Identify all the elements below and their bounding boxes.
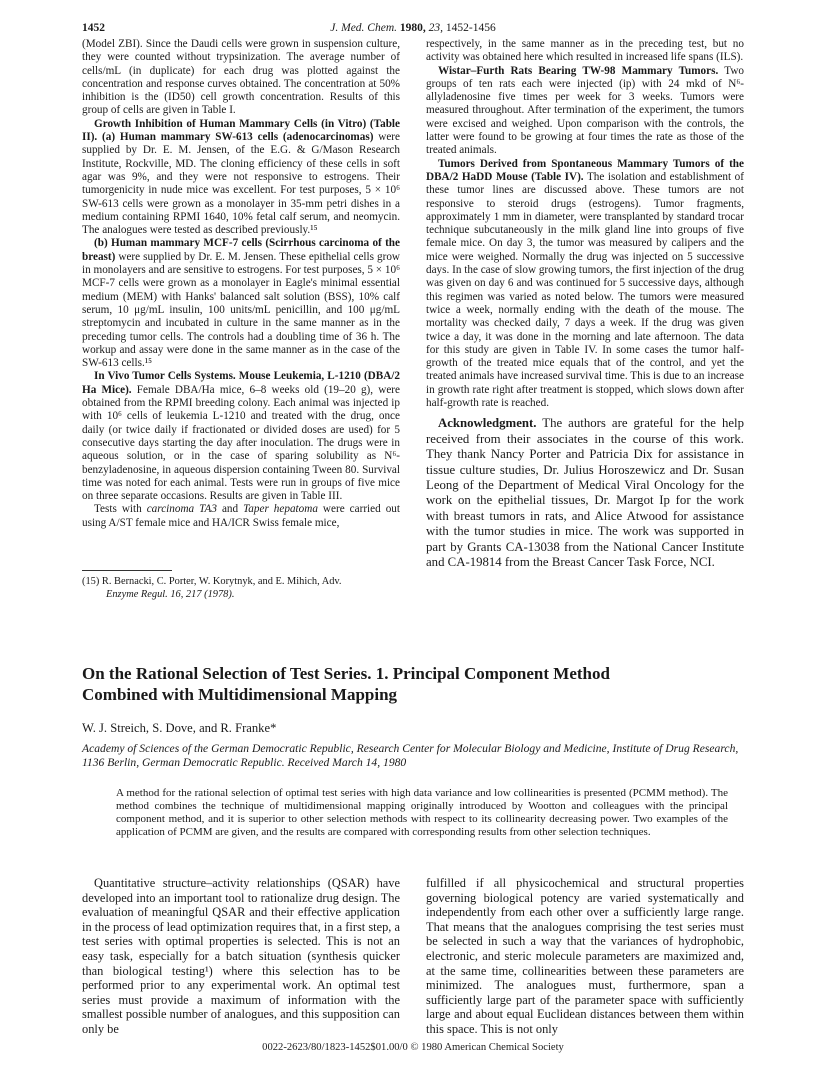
page-footer: 0022-2623/80/1823-1452$01.00/0 © 1980 American Chemical Society [262,1042,564,1053]
footnote-line: Enzyme Regul. 16, 217 (1978). [106,588,235,600]
page-number: 1452 [82,22,105,34]
acknowledgment-text: The authors are grateful for the help received from their associates in the course of this work. They thank Nancy Porter and Patricia Dix for assistance in tissue culture studies, Dr. Julius Horoszewicz and Dr. Susan Leong of the Department of Medical Viral Oncology for the work on the epithelial tissues, Dr. Margot Ip for the work with breast tumors in rats, and Alice Atwood for assistance with the tumor studies in mice. The work was supported in part by Grants CA-13038 from the National Cancer Institute and CA-19814 from the Breast Cancer Task Force, NCI. [426,416,744,569]
paragraph [82,38,400,118]
journal-name: J. Med. Chem. [330,22,398,34]
right-column [426,38,744,570]
run-in-heading: In Vivo Tumor Cells Systems. Mouse Leukemia, L-1210 (DBA/2 Ha Mice). [82,370,400,396]
article-affiliation: Academy of Sciences of the German Democratic Republic, Research Center for Molecular Biology and Medicine, Institute of Drug Research, 1136 Berlin, German Democratic Republic. Received March 14, 1980 [82,742,739,769]
paragraph [426,38,744,65]
paragraph-text: were supplied by Dr. E. M. Jensen, of the E.G. & G/Mason Research Institute, Rockville, MD. The cloning efficiency of these cells in soft agar was 9%, and they were not responsive to estrogens. Their tumorgenicity in nude mice was excellent. For test purposes, 5 × 10⁶ SW-613 cells were grown as a monolayer in 35-mm petri dishes in a medium containing RPMI 1640, 10% fetal calf serum, and neomycin. The analogues were tested as described previously.¹⁵ [82,131,400,237]
paragraph [82,503,400,530]
run-in-heading: Wistar–Furth Rats Bearing TW-98 Mammary Tumors. [438,64,719,77]
paragraph-text: and [216,503,244,516]
paragraph-text: were supplied by Dr. E. M. Jensen. These epithelial cells grow in monolayers and are sensitive to estrogens. For test purposes, 5 × 10⁶ MCF-7 cells were grown as a monolayer in Eagle's minimal essential medium (MEM) with Hanks' balanced salt solution (BSS), 10% calf serum, 10 μg/mL insulin, 100 units/mL penicillin, and 100 μg/mL streptomycin and incubated in culture in the same manner as in the preceding tumor cells. The controls had a doubling time of 36 h. The workup and assay were done in the same manner as in the case of the SW-613 cells.¹⁵ [82,250,400,370]
article-title [82,663,762,705]
acknowledgment-heading: Acknowledgment. [438,416,537,431]
footnote-divider [82,570,172,571]
paragraph-text: Female DBA/Ha mice, 6–8 weeks old (19–20 g), were obtained from the RPMI breeding colony. Each animal was injected ip with 10⁶ cells of leukemia L-1210 and treated with the drug, once daily (or twice daily if fractionated or divided doses are used) for 5 consecutive days starting the day after inoculation. The drugs were in aqueous solution, or in the case of sparing solubility as N⁶-benzyladenosine, in aqueous dispersion containing Tween 80. Survival time was noted for each animal. Tests were run in groups of five mice on three separate occasions. Results are given in Table III. [82,383,400,503]
article-abstract: A method for the rational selection of optimal test series with high data variance and low collinearities is presented (PCMM method). The method combines the technique of multidimensional mapping originally introduced by Wootton and colleagues with the principal component method, and it is superior to other selection methods with respect to its collinearity decreasing power. Two examples of the application of PCMM are given, and the results are compared with corresponding results from other selection techniques. [116,787,728,838]
footnote-line: (15) R. Bernacki, C. Porter, W. Korytnyk, and E. Mihich, Adv. [82,576,342,587]
run-in-heading: Tumors Derived from Spontaneous Mammary Tumors of the DBA/2 HaDD Mouse (Table IV). [426,157,744,183]
article-body-right [426,876,744,1037]
paragraph-text: respectively, in the same manner as in the preceding test, but no activity was obtained here which resulted in increased life spans (ILS). [426,38,744,64]
run-in-heading: Growth Inhibition of Human Mammary Cells (in Vitro) (Table II). (a) Human mammary SW-613 cells (adenocarcinomas) [82,117,400,144]
journal-year: 1980, [399,22,426,34]
paragraph-text: (Model ZBI). Since the Daudi cells were grown in suspension culture, they were counted without trypsinization. The average number of cells/mL (in duplicate) for each drug was plotted against the concentration and response curves obtained. The concentration at 50% inhibition is the (ID50) cell growth concentration. Results of this group of cells are given in Table I. [82,38,400,117]
journal-volume: 23, [428,22,444,34]
italic-term: Taper hepatoma [243,503,318,516]
paragraph [82,370,400,503]
left-column [82,38,400,530]
paragraph [426,65,744,158]
running-header [82,22,744,38]
paragraph-text: Two groups of ten rats each were injected (ip) with 24 mkd of N⁶-allyladenosine five times per week for 3 weeks. Tumors were measured throughout. After termination of the experiment, the tumors were excised and weighed. Upon comparison with the controls, the latter were found to be growing at four times the rate as those of the treated animals. [426,64,744,157]
article-authors: W. J. Streich, S. Dove, and R. Franke* [82,721,277,735]
run-in-heading: (b) Human mammary MCF-7 cells (Scirrhous carcinoma of the breast) [82,237,400,263]
paragraph: Quantitative structure–activity relationships (QSAR) have developed into an important tool to rationalize drug design. The evaluation of meaningful QSAR and their effective application in the process of lead optimization requires that, in a first step, a test series with optimal properties is selected. This is not an easy task, especially for a batch situation (synthesis quicker than biological testing¹) where this selection has to be performed prior to any experimental work. An optimal test series must provide a maximum of information with the smallest possible number of analogues, and this supposition can only be [82,876,400,1036]
paragraph-text: The isolation and establishment of these tumor lines are discussed above. These tumors are not responsive to steroid drugs (estrogens). Tumor fragments, approximately 1 mm in diameter, were transplanted by standard trocar technique subcutaneously in the milk gland line into groups of five female mice. On day 3, the tumor was measured by calipers and the mice were weighed. Normally the drug was injected on 5 successive days. In the case of slow growing tumors, the first injection of the drug was given on day 6 and was continued for 5 successive days, although this regimen was varied as noted below. The tumors were measured twice a week, normally ending with the death of the mouse. The mortality was checked daily, 7 days a week. If the drug was given twice a day, it was done in the morning and late afternoon. The data for this study are given in Table IV. In some cases the tumor half-growth of the treated mice equals that of the control, and yet the treated animals have increased survival time. This is due to an increase in growth rate right after treatment is stopped, which slows down after half-growth rate is reached. [426,170,744,410]
paragraph: fulfilled if all physicochemical and structural properties governing biological potency are varied systematically and independently from each other over a sufficiently large range. That means that the analogues comprising the test series must be selected in such a way that the variances of hydrophobic, electronic, and steric molecule parameters are maximized and, at the same time, collinearities between these parameters are minimized. The analogues must, furthermore, span a sufficiently large part of the parameter space with sufficiently large and about equal Euclidean distances between them within this space. This is not only [426,876,744,1036]
title-line: On the Rational Selection of Test Series. 1. Principal Component Method [82,664,610,683]
journal-citation [82,22,744,34]
paragraph [82,237,400,370]
paragraph [82,118,400,238]
italic-term: carcinoma TA3 [146,503,217,516]
article-body-left [82,876,400,1037]
paragraph-text: were carried out using A/ST female mice and HA/ICR Swiss female mice, [82,503,400,529]
acknowledgment [426,416,744,570]
paragraph [426,158,744,411]
paragraph-text: Tests with [94,503,147,516]
title-line: Combined with Multidimensional Mapping [82,685,398,704]
footnote [82,576,400,601]
journal-pages: 1452-1456 [445,22,496,34]
